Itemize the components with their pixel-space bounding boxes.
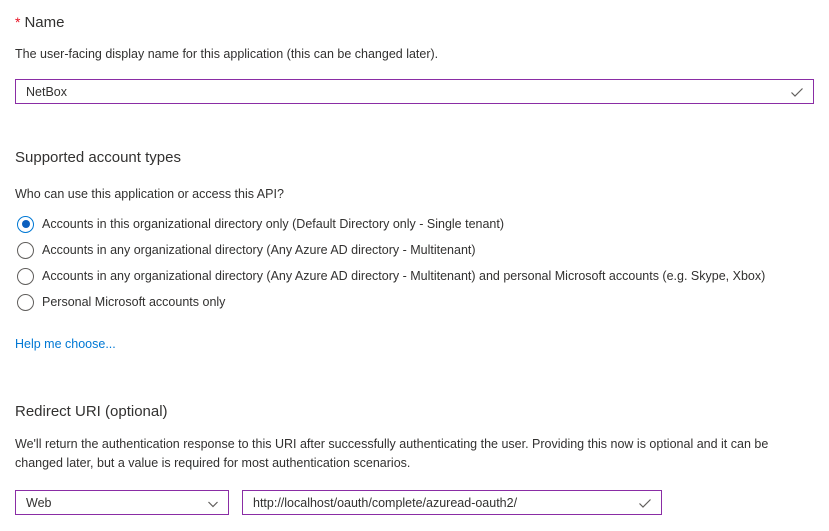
help-me-choose-link[interactable]: Help me choose... bbox=[15, 337, 116, 351]
radio-option-label: Accounts in this organizational directory only (Default Directory only - Single tenant) bbox=[42, 217, 505, 231]
radio-option-label: Personal Microsoft accounts only bbox=[42, 295, 226, 309]
name-section-title bbox=[15, 12, 814, 33]
radio-option-label: Accounts in any organizational directory (Any Azure AD directory - Multitenant) bbox=[42, 243, 476, 257]
redirect-uri-controls bbox=[15, 490, 814, 515]
platform-select-dropdown[interactable] bbox=[15, 490, 229, 515]
radio-button-icon[interactable] bbox=[17, 242, 34, 259]
redirect-uri-title: Redirect URI (optional) bbox=[15, 403, 168, 420]
platform-selected-value: Web bbox=[26, 495, 52, 510]
name-description: The user-facing display name for this application (this can be changed later). bbox=[15, 47, 439, 61]
redirect-uri-description: We'll return the authentication response to this URI after successfully authenticating the user. Providing this now is optional and it can be changed later, but a value is required for most authentication scenarios. bbox=[15, 437, 769, 470]
radio-button-icon[interactable] bbox=[17, 268, 34, 285]
account-types-question: Who can use this application or access this API? bbox=[15, 187, 284, 201]
radio-option-single-tenant[interactable] bbox=[15, 215, 814, 233]
radio-option-label: Accounts in any organizational directory (Any Azure AD directory - Multitenant) and personal Microsoft accounts (e.g. Skype, Xbox) bbox=[42, 269, 766, 283]
redirect-uri-input[interactable] bbox=[242, 490, 662, 515]
radio-option-multitenant[interactable] bbox=[15, 241, 814, 259]
radio-button-icon[interactable] bbox=[17, 216, 34, 233]
radio-option-personal-only[interactable] bbox=[15, 293, 814, 311]
account-types-radio-group bbox=[15, 215, 814, 311]
radio-option-multitenant-personal[interactable] bbox=[15, 267, 814, 285]
chevron-down-icon bbox=[206, 497, 220, 511]
name-title-text: Name bbox=[24, 14, 65, 31]
name-input[interactable] bbox=[15, 79, 814, 104]
radio-button-icon[interactable] bbox=[17, 294, 34, 311]
account-types-title: Supported account types bbox=[15, 149, 181, 166]
name-field-wrap bbox=[15, 79, 814, 104]
redirect-uri-field-wrap bbox=[242, 490, 662, 515]
required-asterisk: * bbox=[15, 14, 21, 30]
